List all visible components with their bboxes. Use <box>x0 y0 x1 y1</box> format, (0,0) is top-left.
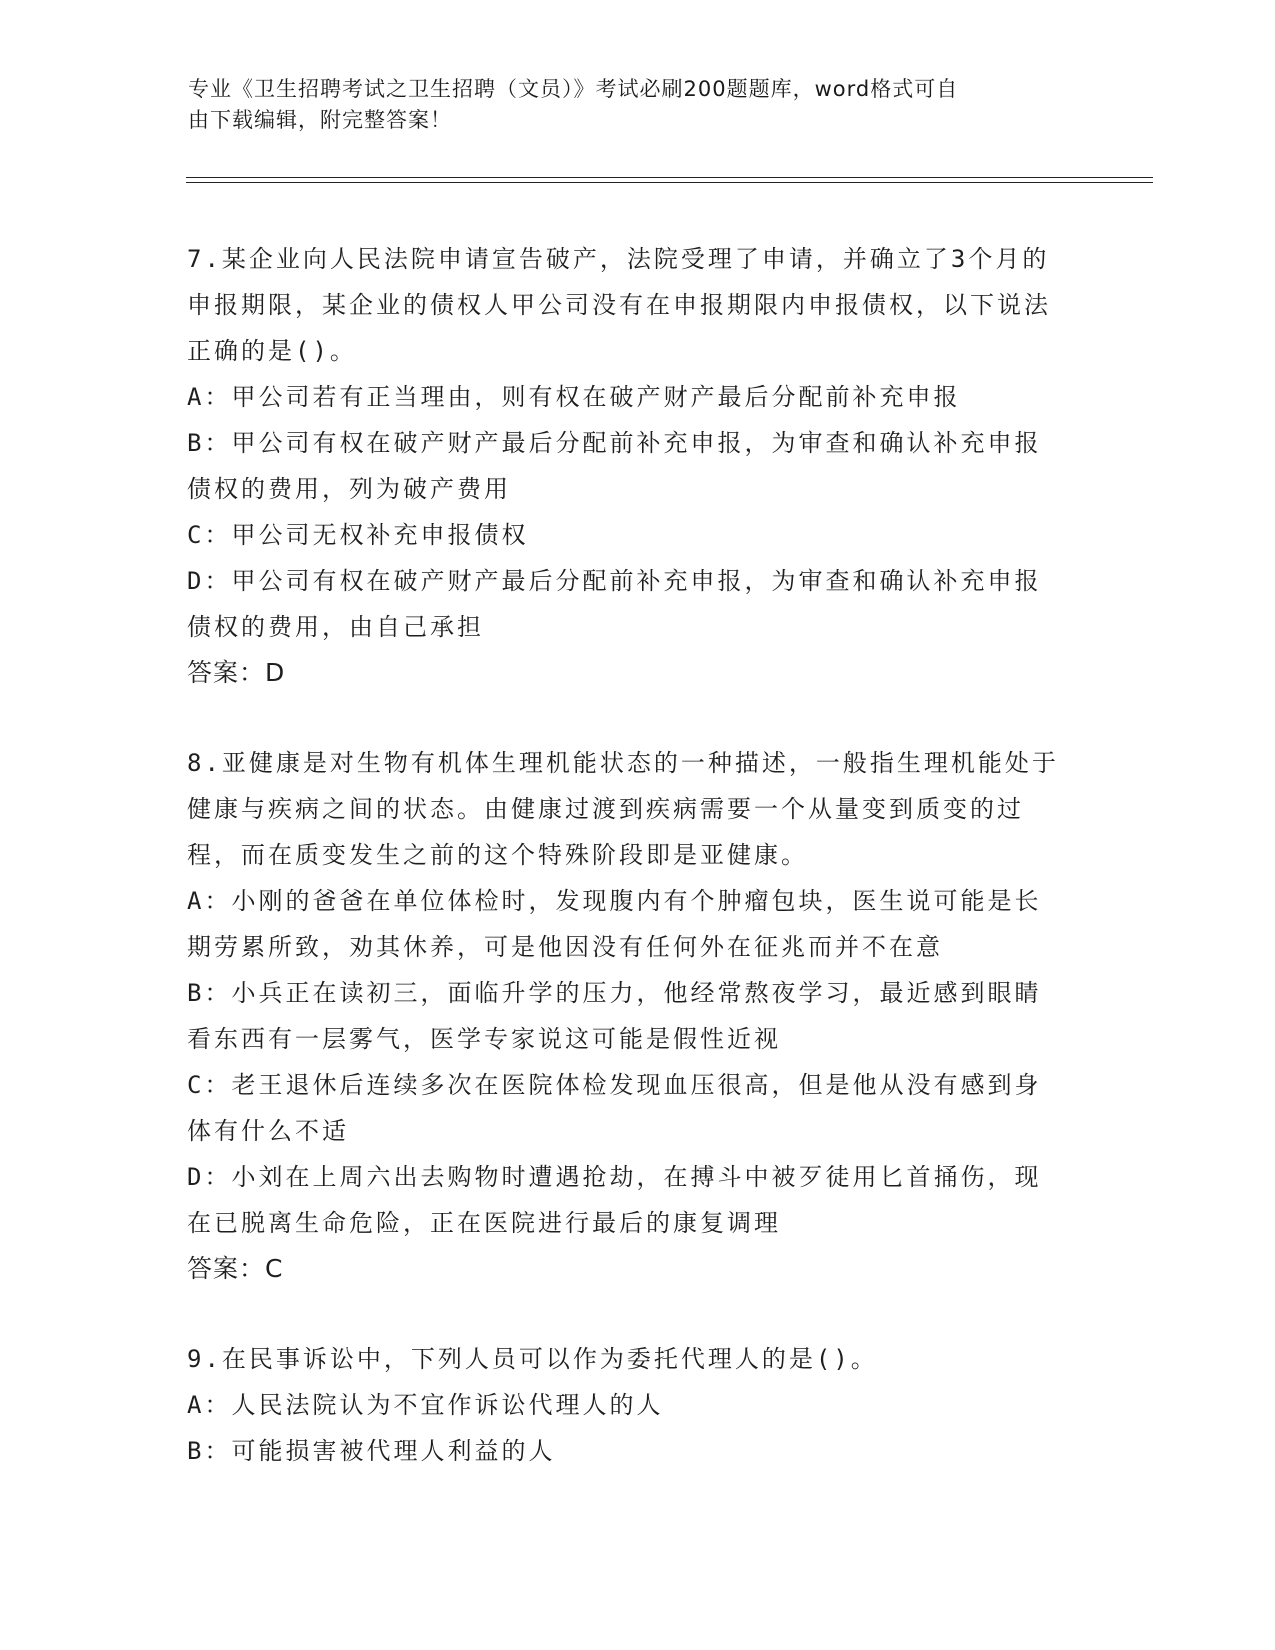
answer: 答案：D <box>187 658 286 687</box>
option-c: C：甲公司无权补充申报债权 <box>187 521 529 549</box>
question-8 <box>187 740 1067 1292</box>
question-stem: 9.在民事诉讼中，下列人员可以作为委托代理人的是()。 <box>187 1345 878 1373</box>
document-header <box>188 74 1068 136</box>
option-d: D：甲公司有权在破产财产最后分配前补充申报，为审查和确认补充申报债权的费用，由自己承担 <box>187 567 1042 641</box>
option-c: C：老王退休后连续多次在医院体检发现血压很高，但是他从没有感到身体有什么不适 <box>187 1071 1042 1145</box>
header-line-2: 由下载编辑，附完整答案！ <box>188 108 452 132</box>
option-a: A：小刚的爸爸在单位体检时，发现腹内有个肿瘤包块，医生说可能是长期劳累所致，劝其休养，可是他因没有任何外在征兆而并不在意 <box>187 887 1042 961</box>
question-list <box>187 236 1067 1474</box>
question-stem: 8.亚健康是对生物有机体生理机能状态的一种描述，一般指生理机能处于健康与疾病之间的状态。由健康过渡到疾病需要一个从量变到质变的过程，而在质变发生之前的这个特殊阶段即是亚健康。 <box>187 749 1059 869</box>
option-d: D：小刘在上周六出去购物时遭遇抢劫，在搏斗中被歹徒用匕首捅伤，现在已脱离生命危险，正在医院进行最后的康复调理 <box>187 1163 1042 1237</box>
option-a: A：甲公司若有正当理由，则有权在破产财产最后分配前补充申报 <box>187 383 961 411</box>
question-stem: 7.某企业向人民法院申请宣告破产，法院受理了申请，并确立了3个月的申报期限，某企业的债权人甲公司没有在申报期限内申报债权，以下说法正确的是()。 <box>187 245 1051 365</box>
question-9 <box>187 1336 1067 1474</box>
question-7 <box>187 236 1067 696</box>
option-b: B：可能损害被代理人利益的人 <box>187 1437 556 1465</box>
option-a: A：人民法院认为不宜作诉讼代理人的人 <box>187 1391 664 1419</box>
option-b: B：甲公司有权在破产财产最后分配前补充申报，为审查和确认补充申报债权的费用，列为破产费用 <box>187 429 1042 503</box>
header-divider-top <box>186 177 1153 178</box>
option-b: B：小兵正在读初三，面临升学的压力，他经常熬夜学习，最近感到眼睛看东西有一层雾气，医学专家说这可能是假性近视 <box>187 979 1042 1053</box>
answer: 答案：C <box>187 1254 284 1283</box>
header-line-1: 专业《卫生招聘考试之卫生招聘（文员）》考试必刷200题题库，word格式可自 <box>188 77 959 101</box>
header-divider-bottom <box>186 182 1153 183</box>
